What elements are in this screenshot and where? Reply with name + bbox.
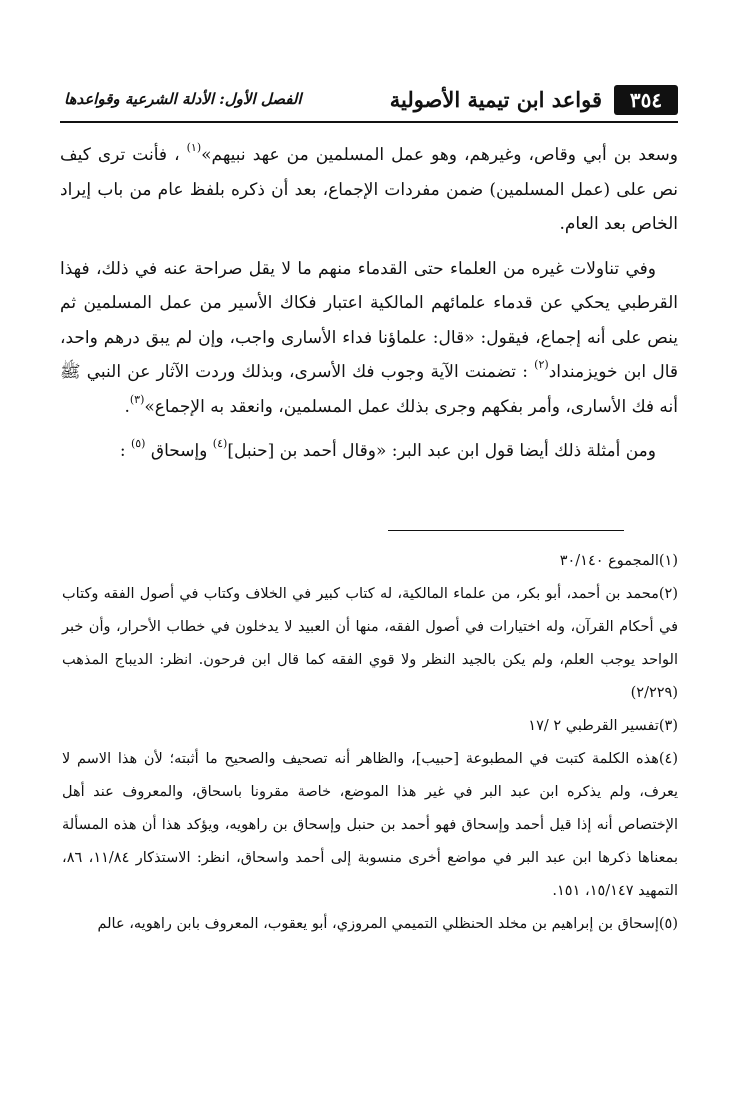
footnote-4 bbox=[62, 743, 678, 908]
footnote-5-number: (٥) bbox=[658, 916, 678, 932]
footnote-5-text: إسحاق بن إبراهيم بن مخلد الحنظلي التميمي المروزي، أبو يعقوب، المعروف بابن راهويه، عالم bbox=[97, 916, 659, 932]
footnote-4-number: (٤) bbox=[658, 751, 678, 767]
paragraph-2-text-b: : تضمنت الآية وجوب فك الأسرى، وبذلك وردت الآثار عن النبي ﷺ أنه فك الأسارى، وأمر بفكهم وجرى بذلك عمل المسلمين، وانعقد به الإجماع» bbox=[60, 362, 678, 417]
footnote-2-text: محمد بن أحمد، أبو بكر، من علماء المالكية، له كتاب كبير في الخلاف وكتاب في أصول الفقه وكتاب في أحكام القرآن، وله اختيارات في أصول الفقه، منها أن العبيد لا يدخلون في خطاب الأحرار، وأن خبر الواحد يوجب العلم، ولم يكن بالجيد النظر ولا قوي الفقه كما قال ابن فرحون. انظر: الديباج المذهب (٢/٢٢٩) bbox=[62, 586, 678, 701]
footnote-ref-1[interactable]: (١) bbox=[186, 141, 202, 154]
paragraph-1-text-a: وسعد بن أبي وقاص، وغيرهم، وهو عمل المسلمين من عهد نبيهم» bbox=[201, 145, 679, 165]
footnote-3 bbox=[62, 710, 678, 743]
footnote-2 bbox=[62, 578, 678, 710]
paragraph-2-text-c: . bbox=[124, 396, 130, 417]
paragraph-1-text-b: ، فأنت ترى كيف نص على (عمل المسلمين) ضمن مفردات الإجماع، بعد أن ذكره بلفظ عام من باب إيراد الخاص بعد العام. bbox=[60, 145, 678, 234]
paragraph-1 bbox=[60, 138, 678, 242]
paragraph-3-text-b: وإسحاق bbox=[145, 441, 213, 461]
paragraph-3 bbox=[60, 434, 678, 469]
footnote-5 bbox=[62, 908, 678, 941]
paragraph-3-text-c: : bbox=[119, 441, 131, 461]
footnote-2-number: (٢) bbox=[658, 586, 678, 602]
book-title: قواعد ابن تيمية الأصولية bbox=[389, 87, 602, 112]
paragraph-2-text-a: وفي تناولات غيره من العلماء حتى القدماء منهم ما لا يقل صراحة عنه في ذلك، فهذا القرطبي يحكي عن قدماء علمائهم المالكية اعتبار فكاك الأسير من عمل المسلمين ثم ينص على أنه إجماع، فيقول: «قال: علماؤنا فداء الأسارى واجب، وإن لم يبق درهم واحد، قال ابن خويزمنداد bbox=[60, 258, 678, 382]
footnote-3-number: (٣) bbox=[658, 718, 678, 734]
footnote-ref-4[interactable]: (٤) bbox=[212, 437, 228, 450]
footnote-ref-5[interactable]: (٥) bbox=[130, 437, 146, 450]
footnote-1-number: (١) bbox=[658, 553, 678, 569]
page-number: ٣٥٤ bbox=[629, 88, 663, 112]
main-text bbox=[60, 138, 678, 469]
page-number-badge bbox=[614, 85, 678, 115]
footnote-ref-2[interactable]: (٢) bbox=[534, 358, 549, 371]
footnote-separator bbox=[388, 530, 624, 531]
footnote-1-text: المجموع ٣٠/١٤٠ bbox=[559, 553, 659, 569]
page-header bbox=[60, 85, 678, 127]
footnotes bbox=[62, 545, 678, 941]
footnote-ref-3[interactable]: (٣) bbox=[129, 392, 145, 406]
footnote-4-text: هذه الكلمة كتبت في المطبوعة [حبيب]، والظاهر أنه تصحيف والصحيح ما أثبته؛ لأن هذا الاسم لا يعرف، ولم يذكره ابن عبد البر في غير هذا الموضع، خاصة مقرونا باسحاق، والمعروف عند أهل الإختصاص أنه إذا قيل أحمد وإسحاق فهو أحمد بن حنبل وإسحاق بن راهويه، ويؤكد هذا أن هذه المسألة بمعناها ذكرها ابن عبد البر في مواضع أخرى منسوبة إلى أحمد واسحاق، انظر: الاستذكار ١١/٨٤، ٨٦، التمهيد ١٥/١٤٧، ١٥١. bbox=[62, 751, 678, 899]
footnote-3-text: تفسير القرطبي ٢ /١٧ bbox=[528, 718, 659, 734]
paragraph-3-text-a: ومن أمثلة ذلك أيضا قول ابن عبد البر: «وقال أحمد بن [حنبل] bbox=[227, 441, 656, 461]
paragraph-2 bbox=[60, 252, 678, 425]
header-rule bbox=[60, 121, 678, 123]
footnote-1 bbox=[62, 545, 678, 578]
section-title: الفصل الأول: الأدلة الشرعية وقواعدها bbox=[64, 90, 302, 108]
